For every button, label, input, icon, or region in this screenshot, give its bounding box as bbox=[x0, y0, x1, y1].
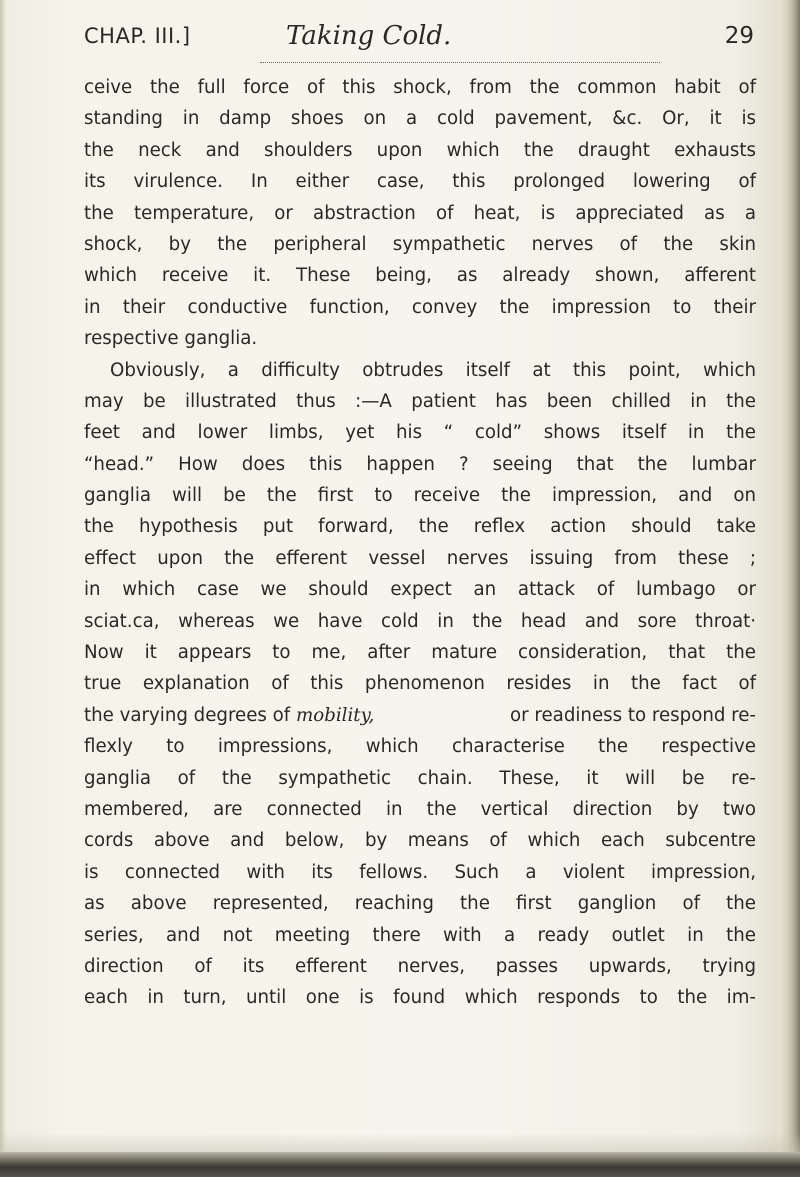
text-line: as above represented, reaching the first ganglion of the bbox=[84, 893, 756, 915]
text-line: Now it appears to me, after mature consideration, that the bbox=[84, 642, 756, 664]
text-line: each in turn, until one is found which responds to the im- bbox=[84, 987, 756, 1009]
text-line: membered, are connected in the vertical direction by two bbox=[84, 798, 756, 820]
header-rule bbox=[260, 62, 660, 64]
page-bottom-edge bbox=[0, 1152, 800, 1177]
page-left-edge bbox=[0, 0, 6, 1177]
text-line: the hypothesis put forward, the reflex action should take bbox=[84, 516, 756, 538]
text-line: the temperature, or abstraction of heat, is appreciated as a bbox=[84, 202, 756, 224]
text-line: effect upon the efferent vessel nerves issuing from these ; bbox=[84, 547, 756, 569]
text-segment: the varying degrees of bbox=[84, 704, 296, 726]
italic-word: mobility, bbox=[296, 704, 375, 726]
text-segment: or readiness to respond re- bbox=[504, 704, 756, 726]
text-line: Obviously, a difficulty obtrudes itself at this point, which bbox=[110, 359, 756, 381]
page-right-edge-shadow bbox=[778, 0, 800, 1177]
page-bottom-shadow bbox=[0, 1132, 800, 1154]
text-line: in which case we should expect an attack of lumbago or bbox=[84, 579, 756, 601]
text-line: standing in damp shoes on a cold pavement, &c. Or, it is bbox=[84, 108, 756, 130]
text-line: series, and not meeting there with a ready outlet in the bbox=[84, 924, 756, 946]
chapter-label: CHAP. III.] bbox=[84, 24, 191, 48]
page-number: 29 bbox=[724, 23, 754, 49]
text-line: cords above and below, by means of which each subcentre bbox=[84, 830, 756, 852]
text-line: is connected with its fellows. Such a violent impression, bbox=[84, 861, 756, 883]
text-line-with-italic bbox=[84, 700, 756, 731]
text-line: may be illustrated thus :—A patient has been chilled in the bbox=[84, 390, 756, 412]
text-line: flexly to impressions, which characterise the respective bbox=[84, 736, 756, 758]
text-line: ganglia will be the first to receive the impression, and on bbox=[84, 485, 756, 507]
running-title: Taking Cold. bbox=[286, 21, 452, 51]
text-line: respective ganglia. bbox=[84, 328, 258, 350]
text-line: its virulence. In either case, this prolonged lowering of bbox=[84, 171, 756, 193]
text-line: direction of its efferent nerves, passes upwards, trying bbox=[84, 955, 756, 977]
text-line: ceive the full force of this shock, from the common habit of bbox=[84, 77, 756, 98]
text-line: shock, by the peripheral sympathetic nerves of the skin bbox=[84, 233, 756, 255]
page-header bbox=[84, 21, 754, 66]
text-line: true explanation of this phenomenon resides in the fact of bbox=[84, 673, 756, 695]
body-text bbox=[84, 72, 756, 1014]
text-line: which receive it. These being, as already shown, afferent bbox=[84, 265, 756, 287]
text-line: ganglia of the sympathetic chain. These, it will be re- bbox=[84, 767, 756, 789]
text-line: sciat.ca, whereas we have cold in the head and sore throat· bbox=[84, 610, 756, 632]
text-line: “head.” How does this happen ? seeing that the lumbar bbox=[84, 453, 756, 475]
text-line: in their conductive function, convey the impression to their bbox=[84, 296, 756, 318]
text-line: feet and lower limbs, yet his “ cold” shows itself in the bbox=[84, 422, 756, 444]
text-line: the neck and shoulders upon which the draught exhausts bbox=[84, 139, 756, 161]
